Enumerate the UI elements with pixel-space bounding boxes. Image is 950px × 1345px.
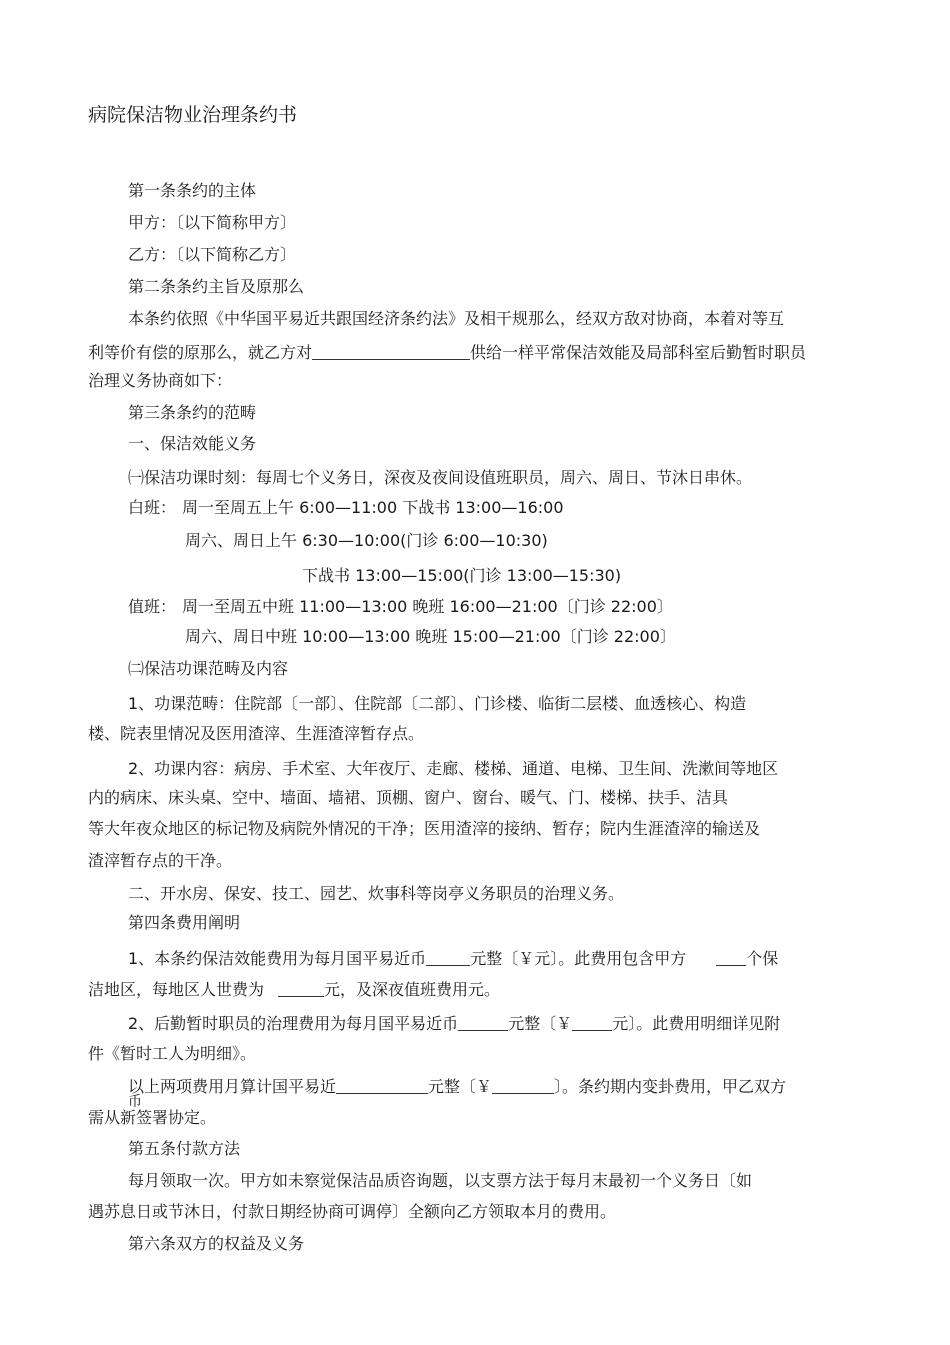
work-content-line-4: 渣滓暂存点的干净。 (88, 851, 233, 870)
section-2-paragraph-line-2 (88, 342, 806, 364)
cleaning-service-subheading: 一、保洁效能义务 (128, 434, 257, 453)
day-shift-weekend-afternoon: 下战书 13:00—15:00(门诊 13:00—15:30) (302, 566, 622, 585)
work-scope-line-2: 楼、院表里情况及医用渣滓、生涯渣滓暂存点。 (88, 724, 425, 743)
text-run: 元整〔￥ (428, 1077, 493, 1096)
payment-line-2: 遇苏息日或节沐日，付款日期经协商可调停〕全额向乙方领取本月的费用。 (88, 1202, 617, 1221)
section-2-paragraph-line-1: 本条约依照《中华国平易近共跟国经济条约法》及相干规那么，经双方敌对协商，本着对等互 (128, 309, 785, 328)
duty-shift-weekend: 周六、周日中班 10:00—13:00 晚班 15:00—21:00〔门诊 22:00〕 (185, 627, 676, 646)
section-4-heading: 第四条费用阐明 (128, 913, 241, 932)
fee-item-1-line-1 (128, 948, 778, 970)
work-content-line-1: 2、功课内容：病房、手术室、大年夜厅、走廊、楼梯、通道、电梯、卫生间、洗漱间等地区 (128, 759, 779, 778)
section-1-heading: 第一条条约的主体 (128, 181, 257, 200)
text-run: 1、本条约保洁效能费用为每月国平易近币 (128, 949, 427, 968)
work-scope-line-1: 1、功课范畴：住院部〔一部〕、住院部〔二部〕、门诊楼、临街二层楼、血透核心、构造 (128, 694, 747, 713)
blank-underline (458, 1014, 508, 1031)
work-hours-item: ㈠保洁功课时刻：每周七个义务日，深夜及夜间设值班职员，周六、周日、节沐日串休。 (128, 468, 753, 487)
text-run: 供给一样平常保洁效能及局部科室后勤暂时职员 (470, 343, 807, 362)
day-shift-weekday: 周一至周五上午 6:00—11:00 下战书 13:00—16:00 (182, 498, 564, 517)
work-content-line-2: 内的病床、床头桌、空中、墙面、墙裙、顶棚、窗户、窗台、暖气、门、楼梯、扶手、洁具 (88, 788, 729, 807)
party-a-line: 甲方：〔以下简称甲方〕 (128, 213, 297, 232)
fee-total-line-2: 需从新签署协定。 (88, 1108, 217, 1127)
section-6-heading: 第六条双方的权益及义务 (128, 1234, 305, 1253)
party-b-line: 乙方：〔以下简称乙方〕 (128, 245, 297, 264)
document-title: 病院保洁物业治理条约书 (88, 104, 298, 126)
work-content-line-3: 等大年夜众地区的标记物及病院外情况的干净；医用渣滓的接纳、暂存；院内生涯渣滓的输送及 (88, 819, 761, 838)
text-run: 元整〔￥ (508, 1014, 573, 1033)
text-run: 利等价有偿的原那么，就乙方对 (88, 343, 313, 362)
blank-underline (716, 949, 746, 966)
fee-item-1-line-2 (88, 979, 500, 1001)
duty-shift-label: 值班： (128, 597, 177, 616)
section-5-heading: 第五条付款方法 (128, 1139, 241, 1158)
section-2-heading: 第二条条约主旨及原那么 (128, 277, 305, 296)
text-run: 洁地区，每地区人世费为 (88, 980, 265, 999)
blank-underline (426, 949, 470, 966)
text-run: 元整〔￥元〕。此费用包含甲方 (470, 949, 687, 968)
day-shift-label: 白班： (128, 498, 177, 517)
text-run: 元〕。此费用明细详见附 (612, 1014, 781, 1033)
scope-content-item: ㈡保洁功课范畴及内容 (128, 659, 289, 678)
section-3-heading: 第三条条约的范畴 (128, 403, 257, 422)
blank-underline (492, 1077, 554, 1094)
text-run: 元，及深夜值班费用元。 (324, 980, 501, 999)
payment-line-1: 每月领取一次。甲方如未察觉保洁品质咨询题，以支票方法于每月末最初一个义务日〔如 (128, 1171, 753, 1190)
blank-underline (278, 980, 324, 997)
fee-total-currency-char: 币 (128, 1094, 142, 1110)
fee-total-line-1 (128, 1076, 786, 1098)
day-shift-weekend: 周六、周日上午 6:30—10:00(门诊 6:00—10:30) (185, 531, 548, 550)
text-run: 〕。条约期内变卦费用，甲乙双方 (554, 1077, 787, 1096)
duty-shift-weekday: 周一至周五中班 11:00—13:00 晚班 16:00—21:00〔门诊 22:00〕 (182, 597, 673, 616)
management-duty-subheading: 二、开水房、保安、技工、园艺、炊事科等岗亭义务职员的治理义务。 (128, 884, 625, 903)
blank-underline (336, 1077, 428, 1094)
blank-underline (572, 1014, 612, 1031)
text-run: 个保 (746, 949, 779, 968)
section-2-paragraph-line-3: 治理义务协商如下： (88, 371, 233, 390)
fee-item-2-line-2: 件《暂时工人为明细》。 (88, 1044, 257, 1063)
text-run: 2、后勤暂时职员的治理费用为每月国平易近币 (128, 1014, 459, 1033)
text-run: 以上两项费用月算计国平易近 (128, 1077, 337, 1096)
blank-underline (312, 343, 470, 360)
fee-item-2-line-1 (128, 1013, 780, 1035)
